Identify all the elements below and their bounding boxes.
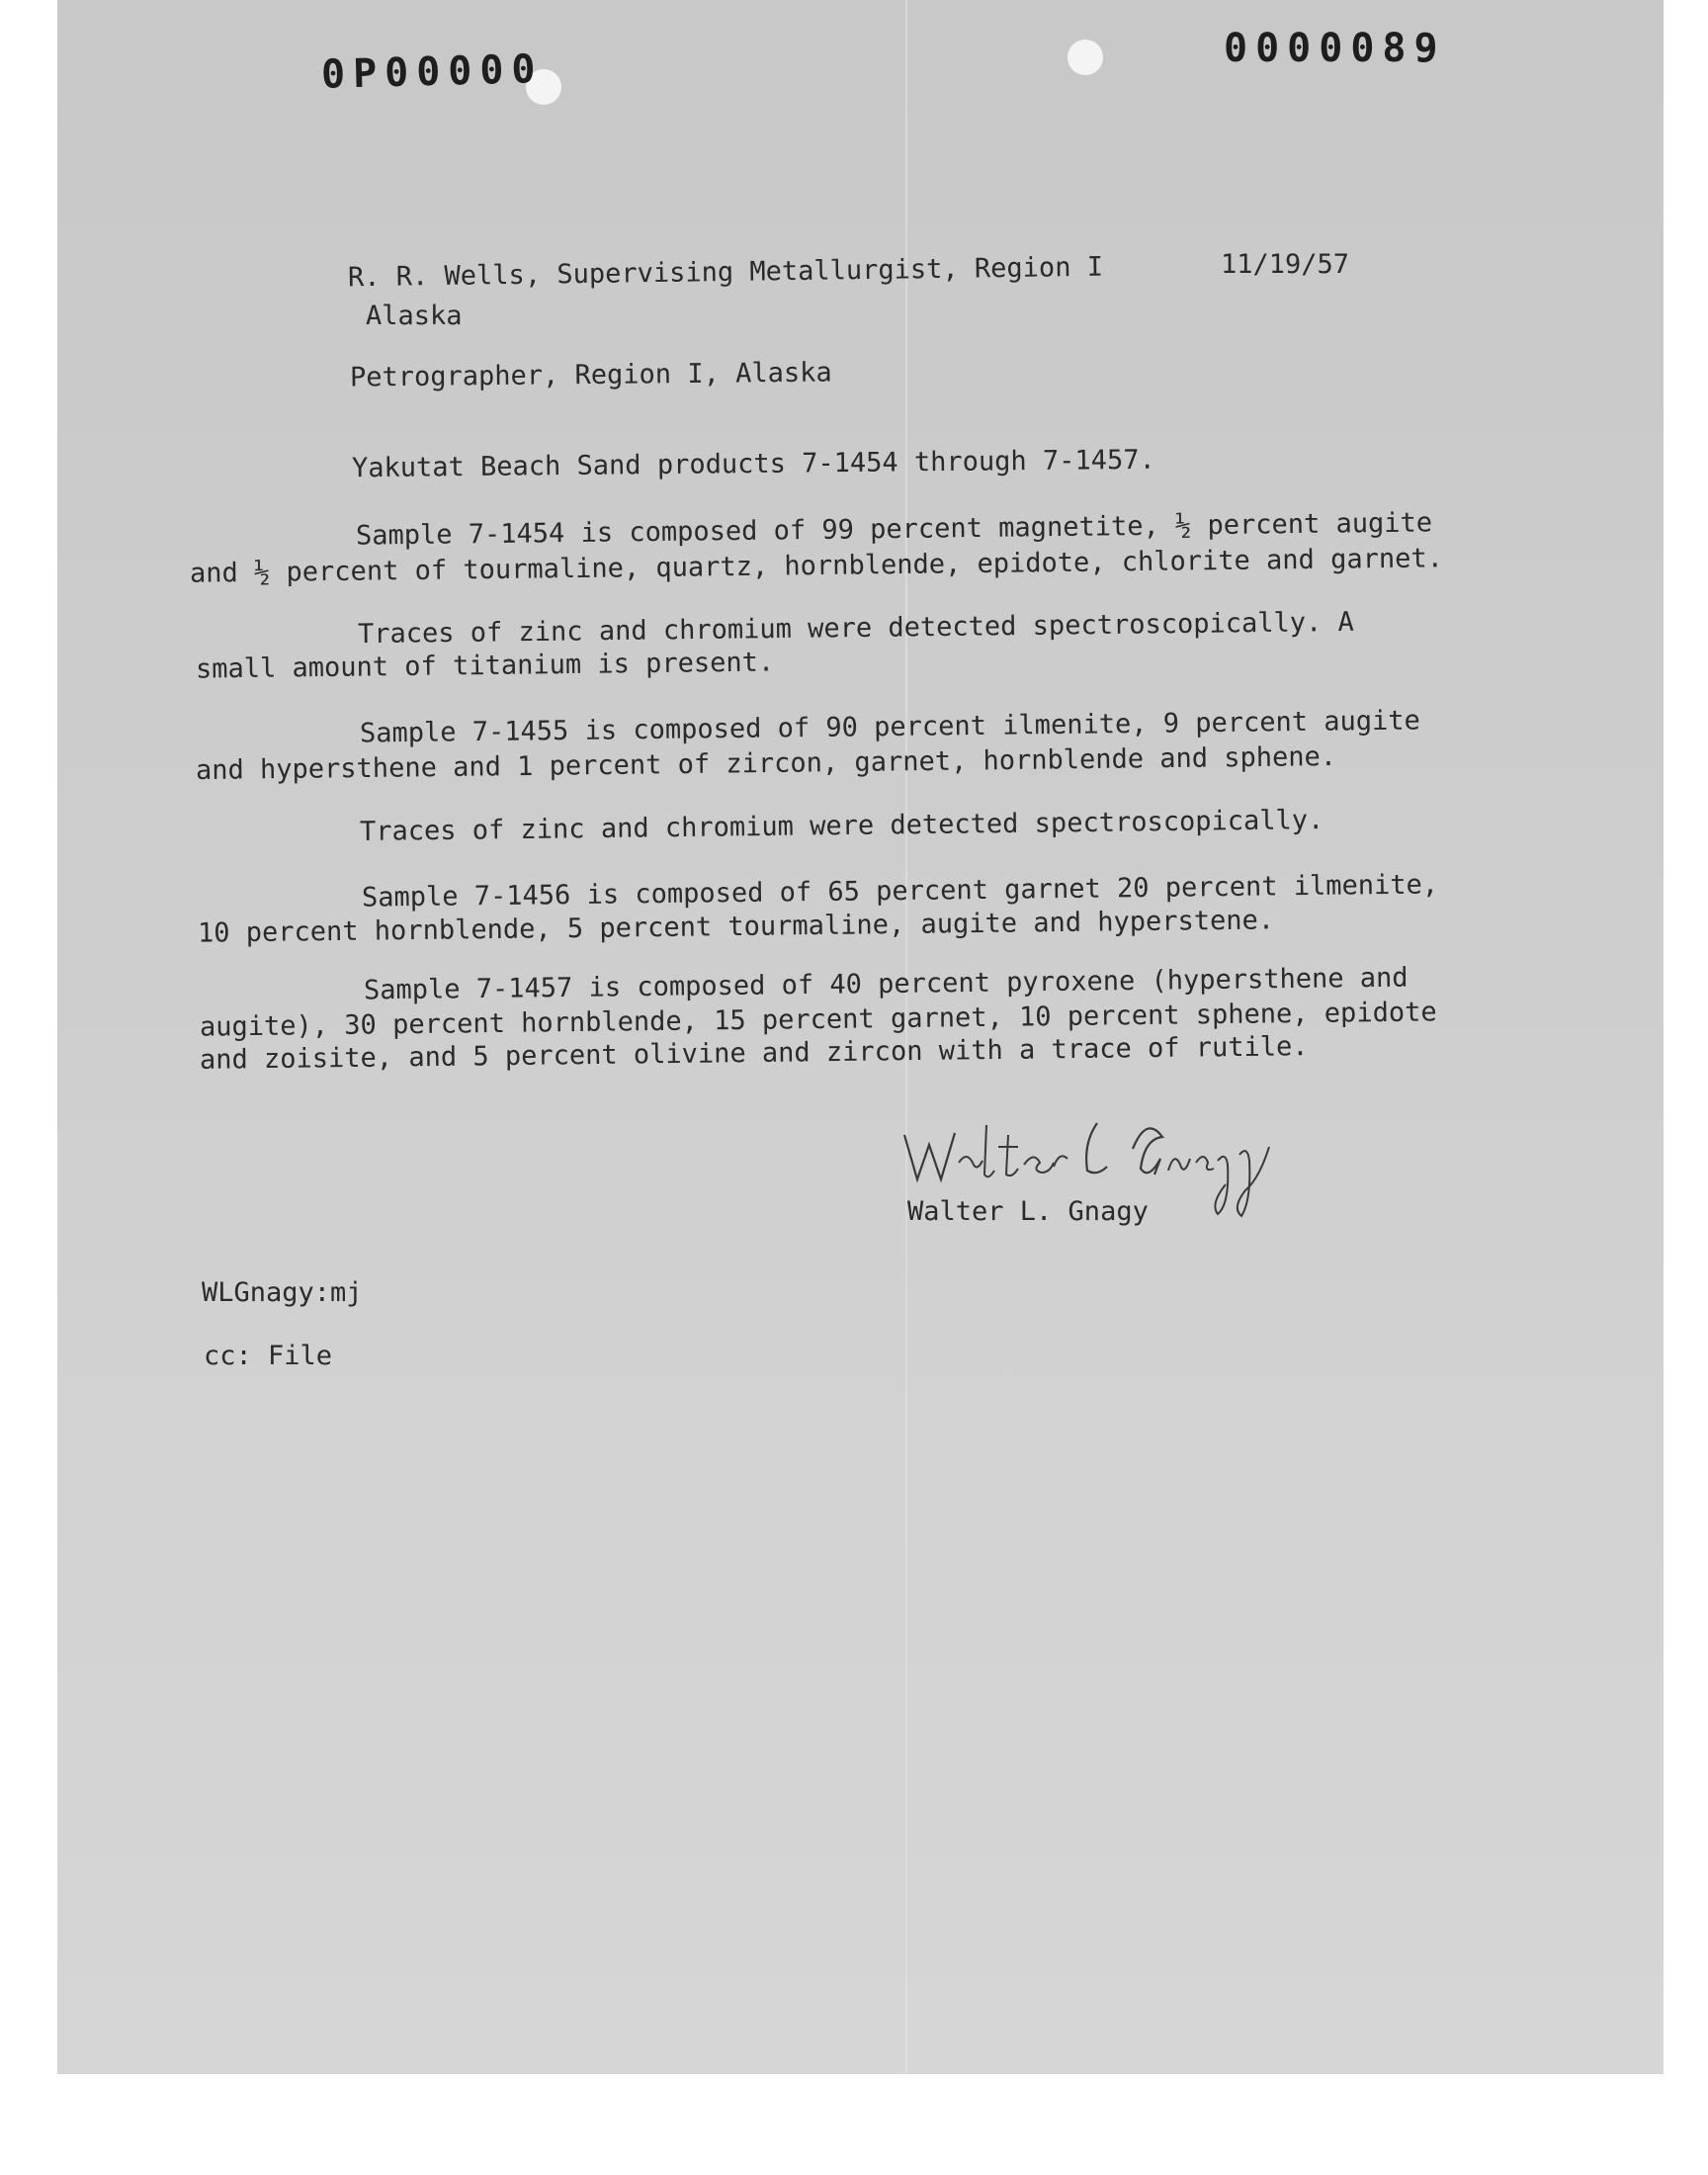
paragraph-line: Sample 7-1457 is composed of 40 percent pyroxene (hypersthene and: [363, 962, 1409, 1006]
paragraph-line: Sample 7-1455 is composed of 90 percent ilmenite, 9 percent augite: [359, 705, 1420, 749]
subject-line: Yakutat Beach Sand products 7-1454 through 7-1457.: [351, 444, 1155, 484]
paragraph-line: Sample 7-1456 is composed of 65 percent garnet 20 percent ilmenite,: [361, 869, 1439, 914]
typist-initials: WLGnagy:mj: [202, 1277, 363, 1308]
stamp-right: 0000089: [1224, 26, 1446, 71]
carbon-copy-line: cc: File: [204, 1341, 333, 1371]
paragraph-line: 10 percent hornblende, 5 percent tourmaline, augite and hyperstene.: [197, 905, 1275, 949]
paragraph-line: small amount of titanium is present.: [195, 647, 775, 685]
paragraph-line: Traces of zinc and chromium were detected spectroscopically. A: [357, 606, 1354, 651]
paragraph-line: Traces of zinc and chromium were detected spectroscopically.: [359, 805, 1324, 847]
recipient-location: Alaska: [366, 301, 463, 331]
stamp-left: 0P00000: [320, 46, 545, 98]
paragraph-line: Sample 7-1454 is composed of 99 percent magnetite, ½ percent augite: [355, 507, 1433, 552]
punch-hole-right: [1068, 40, 1103, 75]
paragraph-line: augite), 30 percent hornblende, 15 percent garnet, 10 percent sphene, epidote: [199, 997, 1437, 1043]
paragraph-line: and zoisite, and 5 percent olivine and zircon with a trace of rutile.: [199, 1031, 1309, 1076]
typed-signature: Walter L. Gnagy: [907, 1196, 1149, 1227]
paragraph-line: and ½ percent of tourmaline, quartz, hornblende, epidote, chlorite and garnet.: [189, 543, 1444, 589]
recipient-line: R. R. Wells, Supervising Metallurgist, Region I: [347, 251, 1104, 294]
paragraph-line: and hypersthene and 1 percent of zircon, garnet, hornblende and sphene.: [195, 740, 1337, 787]
sender-line: Petrographer, Region I, Alaska: [349, 357, 832, 393]
memo-date: 11/19/57: [1221, 249, 1350, 280]
